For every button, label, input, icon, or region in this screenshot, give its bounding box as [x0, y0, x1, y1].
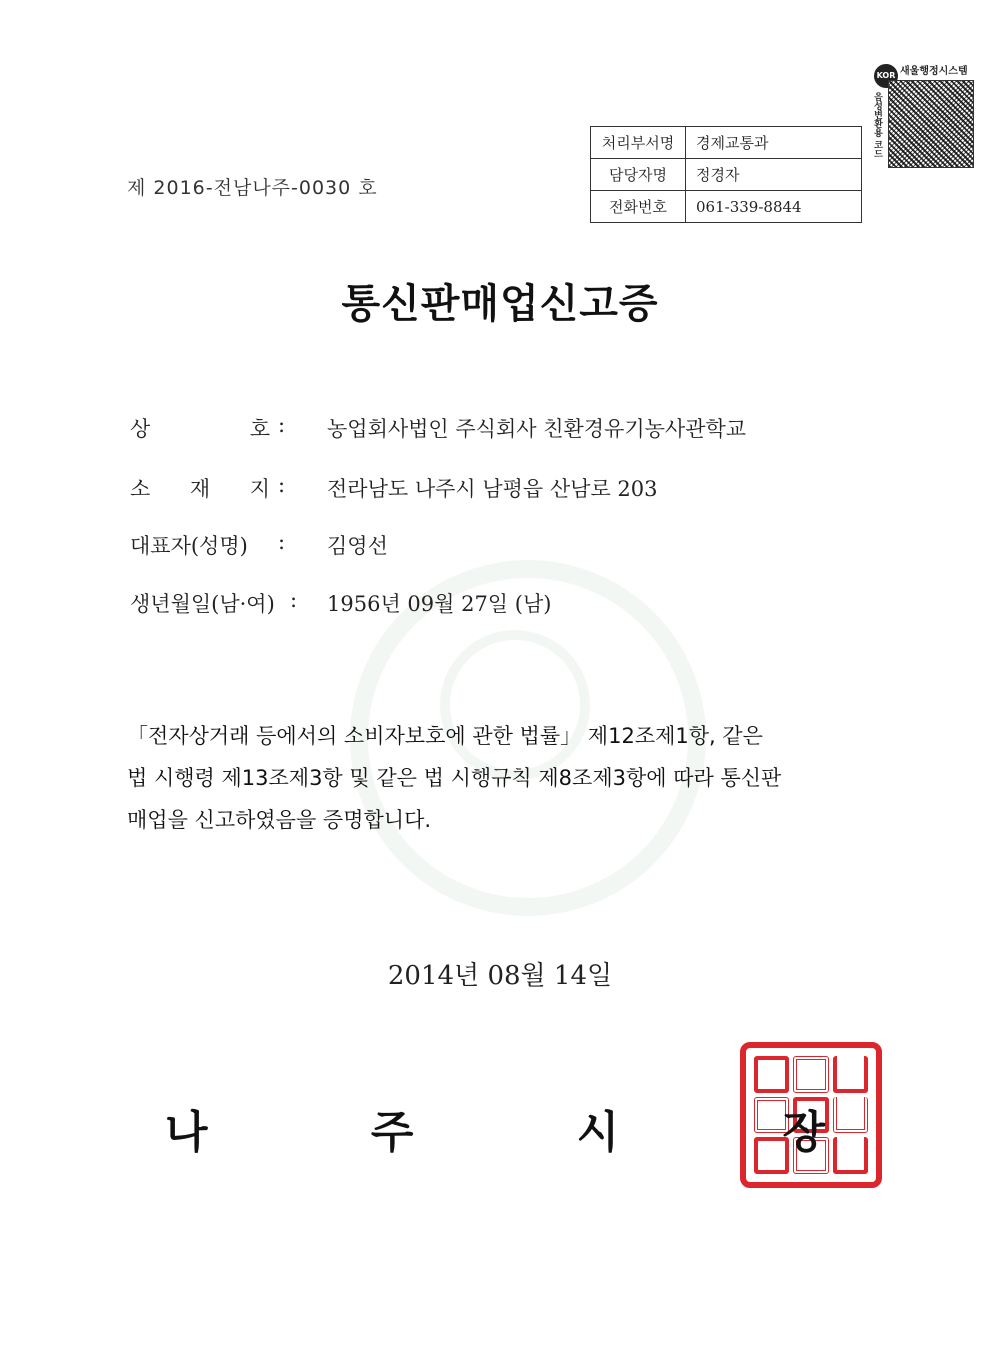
label-char: 재	[189, 477, 211, 501]
label-char: 소	[130, 477, 151, 501]
dept-label: 처리부서명	[591, 127, 686, 159]
kor-mark-icon: KOR	[874, 64, 898, 88]
representative-value: 김영선	[327, 534, 388, 558]
statement-line: 법 시행령 제13조제3항 및 같은 법 시행규칙 제8조제3항에 따라 통신판	[127, 766, 782, 790]
processing-info-table	[590, 126, 862, 223]
table-row	[591, 191, 862, 223]
issuer-char: 시	[576, 1107, 620, 1158]
officer-label: 담당자명	[591, 159, 686, 191]
colon: :	[278, 530, 286, 554]
colon: :	[278, 473, 286, 497]
issuer-char: 장	[782, 1107, 825, 1158]
address-value: 전라남도 나주시 남평읍 산남로 203	[327, 477, 658, 501]
issuer-char: 나	[165, 1107, 208, 1158]
issuer-name	[165, 1096, 825, 1160]
table-row	[591, 159, 862, 191]
table-row	[591, 127, 862, 159]
qr-side-label: 음성변환용 코드	[872, 92, 882, 159]
document-number: 제 2016-전남나주-0030 호	[127, 177, 378, 199]
issue-date: 2014년 08월 14일	[387, 961, 613, 991]
issuer-char: 주	[370, 1107, 414, 1158]
statement-line: 매업을 신고하였음을 증명합니다.	[127, 808, 432, 832]
certification-statement	[127, 715, 897, 841]
qr-top-label: 새울행정시스템	[900, 66, 968, 77]
colon: :	[278, 413, 286, 437]
barcode-icon	[888, 80, 974, 168]
phone-label: 전화번호	[591, 191, 686, 223]
company-label	[130, 413, 270, 443]
colon: :	[290, 588, 298, 612]
officer-value: 정경자	[686, 159, 862, 191]
voice-conversion-code	[868, 62, 974, 168]
statement-line: 「전자상거래 등에서의 소비자보호에 관한 법률」 제12조제1항, 같은	[127, 724, 763, 748]
label-char: 호	[249, 417, 270, 441]
address-label	[130, 473, 270, 503]
company-value: 농업회사법인 주식회사 친환경유기농사관학교	[327, 417, 747, 441]
page-title: 통신판매업신고증	[341, 281, 659, 327]
label-char: 상	[130, 417, 151, 441]
dept-value: 경제교통과	[686, 127, 862, 159]
phone-value: 061-339-8844	[686, 191, 862, 223]
representative-label: 대표자(성명)	[130, 534, 248, 558]
birthdate-label: 생년월일(남·여)	[130, 592, 275, 616]
label-char: 지	[249, 477, 270, 501]
birthdate-value: 1956년 09월 27일 (남)	[327, 592, 552, 616]
